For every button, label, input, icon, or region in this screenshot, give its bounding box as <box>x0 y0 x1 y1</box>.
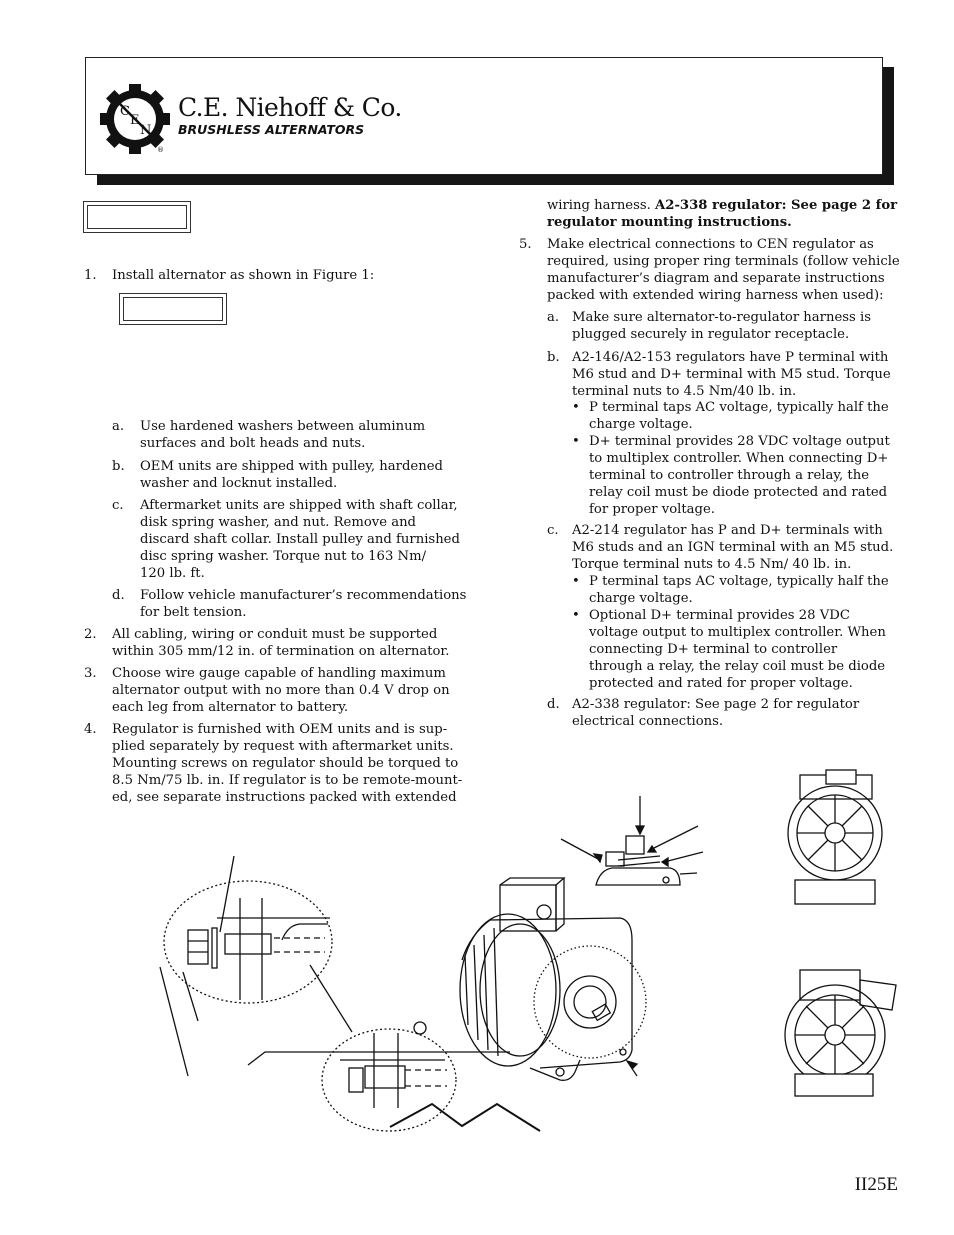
bullet-line: for proper voltage. <box>589 502 715 517</box>
cont-text: wiring harness. <box>547 198 656 213</box>
sub-line: Make sure alternator-to-regulator harness is <box>572 310 871 325</box>
step-line: 8.5 Nm/75 lb. in. If regulator is to be remote-mount- <box>112 773 463 788</box>
step-line: plied separately by request with aftermarket units. <box>112 739 454 754</box>
pointer-arrow <box>680 873 697 874</box>
step-number: 3. <box>84 666 97 681</box>
bullet: • <box>572 400 580 415</box>
step-number: 5. <box>519 237 532 252</box>
sub-line: disc spring washer. Torque nut to 163 Nm/ <box>140 549 427 564</box>
bullet: • <box>572 574 580 589</box>
bullet-line: through a relay, the relay coil must be diode <box>589 659 886 674</box>
leader-line <box>160 967 188 1076</box>
sub-mark: a. <box>112 419 125 434</box>
sub-line: M6 stud and D+ terminal with M5 stud. Torque <box>572 367 891 382</box>
bullet-line: voltage output to multiplex controller. When <box>589 625 886 640</box>
step-number: 4. <box>84 722 97 737</box>
sub-mark: b. <box>112 459 125 474</box>
mounting-detail-lower <box>322 1022 540 1131</box>
registered-mark: ® <box>157 146 164 154</box>
sub-line: disk spring washer, and nut. Remove and <box>140 515 417 530</box>
step-line: Regulator is furnished with OEM units and is sup- <box>112 722 448 737</box>
leader-line <box>183 972 198 1021</box>
sub-mark: d. <box>112 588 125 603</box>
bullet-line: terminal to controller through a relay, the <box>589 468 870 483</box>
sub-line: discard shaft collar. Install pulley and furnished <box>140 532 460 547</box>
sub-mark: a. <box>547 310 560 325</box>
step-line: Make electrical connections to CEN regulator as <box>547 237 874 252</box>
mounting-detail-upper <box>164 881 332 1003</box>
step-line: required, using proper ring terminals (follow vehicle <box>547 254 900 269</box>
bullet-line: P terminal taps AC voltage, typically half the <box>589 574 889 589</box>
document-id: II25E <box>854 1174 898 1195</box>
alternator-end-view-top <box>788 770 882 904</box>
sub-line: surfaces and bolt heads and nuts. <box>140 436 366 451</box>
sub-line: A2-146/A2-153 regulators have P terminal with <box>572 350 889 365</box>
sub-line: A2-338 regulator: See page 2 for regulator <box>572 697 860 712</box>
sub-line: Aftermarket units are shipped with shaft collar, <box>140 498 458 513</box>
sub-mark: b. <box>547 350 560 365</box>
sub-line: Use hardened washers between aluminum <box>140 419 426 434</box>
bullet-line: protected and rated for proper voltage. <box>589 676 853 691</box>
bullet-line: connecting D+ terminal to controller <box>589 642 838 657</box>
bullet-line: Optional D+ terminal provides 28 VDC <box>589 608 850 623</box>
leader-line <box>220 856 234 932</box>
step-line: manufacturer’s diagram and separate instructions <box>547 271 885 286</box>
pointer-arrow <box>650 826 698 850</box>
sub-mark: c. <box>547 523 559 538</box>
sub-line: Follow vehicle manufacturer’s recommendations <box>140 588 467 603</box>
step-line: All cabling, wiring or conduit must be supported <box>112 627 438 642</box>
pointer-arrow <box>664 852 703 862</box>
alternator-drawing <box>460 878 646 1080</box>
leader-line <box>310 965 352 1032</box>
step-line: Mounting screws on regulator should be torqued to <box>112 756 459 771</box>
logo-letter-c: C <box>120 104 130 119</box>
step-line: each leg from alternator to battery. <box>112 700 349 715</box>
bullet: • <box>572 434 580 449</box>
bullet-line: to multiplex controller. When connecting D+ <box>589 451 889 466</box>
step-line: within 305 mm/12 in. of termination on alternator. <box>112 644 450 659</box>
sub-line: electrical connections. <box>572 714 724 729</box>
sub-line: Torque terminal nuts to 4.5 Nm/ 40 lb. in. <box>572 557 852 572</box>
step-line: packed with extended wiring harness when used): <box>547 288 884 303</box>
pointer-arrow <box>561 839 600 860</box>
bullet-line: relay coil must be diode protected and rated <box>589 485 888 500</box>
sub-mark: c. <box>112 498 124 513</box>
cont-bold: regulator mounting instructions. <box>547 215 792 230</box>
sub-line: for belt tension. <box>140 605 247 620</box>
sub-line: terminal nuts to 4.5 Nm/40 lb. in. <box>572 384 797 399</box>
bullet-line: D+ terminal provides 28 VDC voltage output <box>589 434 890 449</box>
sub-mark: d. <box>547 697 560 712</box>
sub-line: 120 lb. ft. <box>140 566 205 581</box>
cont-bold: A2-338 regulator: See page 2 for <box>655 198 898 213</box>
sub-line: washer and locknut installed. <box>140 476 338 491</box>
step-line: alternator output with no more than 0.4 V drop on <box>112 683 450 698</box>
step-text: Install alternator as shown in Figure 1: <box>112 268 375 283</box>
alternator-end-view-bottom <box>785 970 896 1096</box>
company-name: C.E. Niehoff & Co. <box>178 93 402 122</box>
company-tagline: BRUSHLESS ALTERNATORS <box>178 122 365 137</box>
step-line: ed, see separate instructions packed with extended <box>112 790 457 805</box>
logo-letter-n: N <box>140 123 152 138</box>
logo-letter-e: E <box>130 113 140 128</box>
bullet: • <box>572 608 580 623</box>
sub-line: OEM units are shipped with pulley, hardened <box>140 459 443 474</box>
step-number: 1. <box>84 268 97 283</box>
bullet-line: charge voltage. <box>589 417 693 432</box>
step-number: 2. <box>84 627 97 642</box>
sub-line: M6 studs and an IGN terminal with an M5 stud. <box>572 540 894 555</box>
step-line: Choose wire gauge capable of handling maximum <box>112 666 446 681</box>
leader-line <box>248 1052 510 1065</box>
bullet-line: P terminal taps AC voltage, typically half the <box>589 400 889 415</box>
sub-line: plugged securely in regulator receptacle. <box>572 327 850 342</box>
sub-line: A2-214 regulator has P and D+ terminals with <box>572 523 883 538</box>
bullet-line: charge voltage. <box>589 591 693 606</box>
